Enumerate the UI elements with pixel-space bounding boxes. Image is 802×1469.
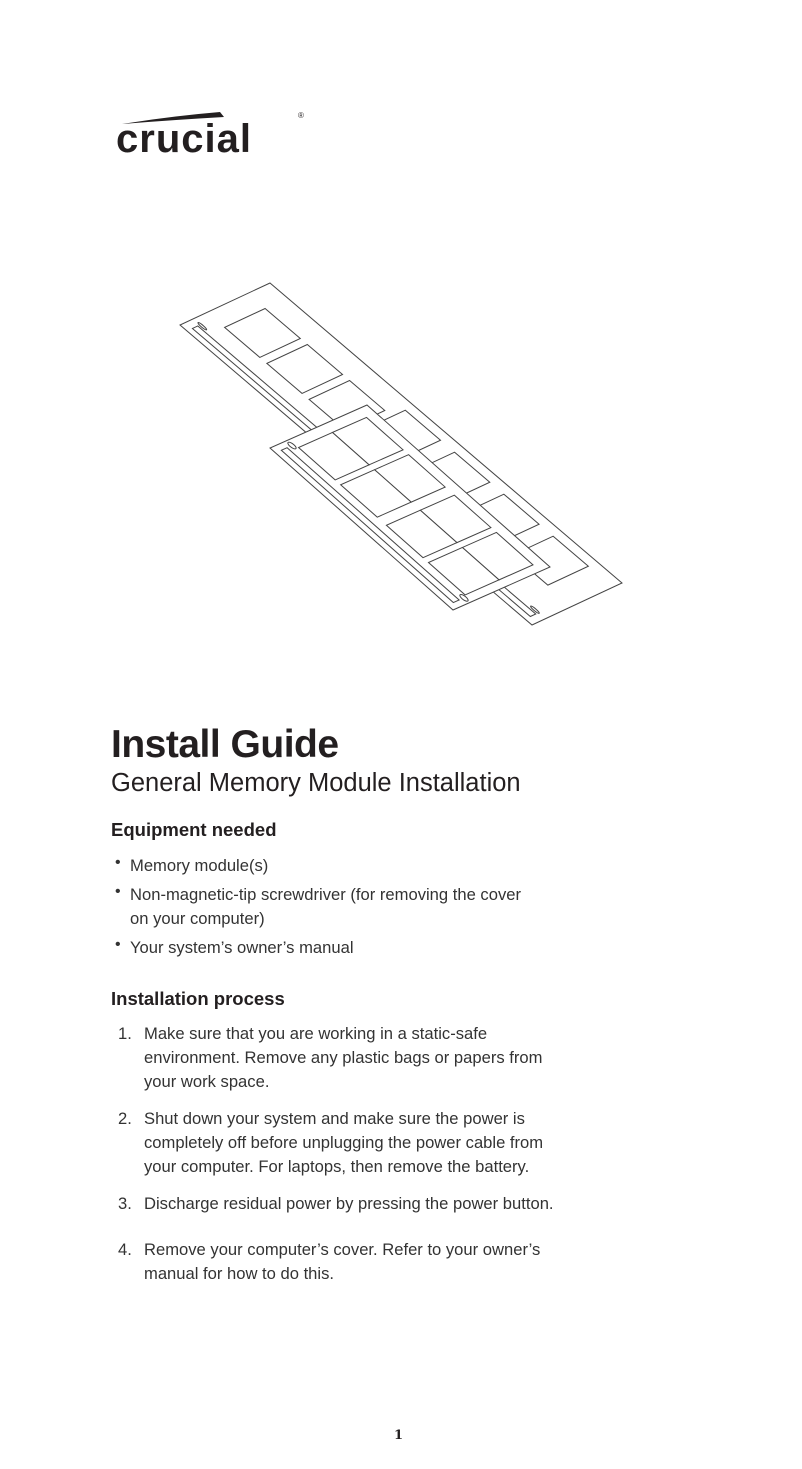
bullet-icon: • — [115, 936, 121, 953]
svg-text:®: ® — [298, 111, 304, 120]
page-number: 1 — [394, 1428, 404, 1443]
list-item-continued: on your computer) — [130, 909, 265, 928]
equipment-heading: Equipment needed — [111, 819, 277, 840]
step-text: Shut down your system and make sure the power is — [144, 1109, 525, 1128]
step-number: 3. — [118, 1194, 132, 1213]
step-text: Make sure that you are working in a static-safe — [144, 1024, 488, 1043]
step-text: manual for how to do this. — [144, 1264, 335, 1283]
step-text: completely off before unplugging the power cable from — [144, 1133, 544, 1152]
step-text: Discharge residual power by pressing the power button. — [144, 1194, 554, 1213]
svg-text:crucial: crucial — [116, 117, 252, 160]
list-item: Your system’s owner’s manual — [130, 938, 354, 957]
page-title: Install Guide — [111, 723, 339, 766]
bullet-icon: • — [115, 854, 121, 871]
memory-modules-illustration — [0, 0, 802, 700]
step-number: 2. — [118, 1109, 132, 1128]
step-number: 4. — [118, 1240, 132, 1259]
list-item: Memory module(s) — [130, 856, 269, 875]
process-heading: Installation process — [111, 988, 285, 1009]
step-number: 1. — [118, 1024, 132, 1043]
step-text: environment. Remove any plastic bags or papers from — [144, 1048, 543, 1067]
bullet-icon: • — [115, 883, 121, 900]
step-text: your computer. For laptops, then remove the battery. — [144, 1157, 530, 1176]
step-text: your work space. — [144, 1072, 270, 1091]
list-item: Non-magnetic-tip screwdriver (for removing the cover — [130, 885, 522, 904]
step-text: Remove your computer’s cover. Refer to your owner’s — [144, 1240, 541, 1259]
page-subtitle: General Memory Module Installation — [111, 769, 521, 797]
